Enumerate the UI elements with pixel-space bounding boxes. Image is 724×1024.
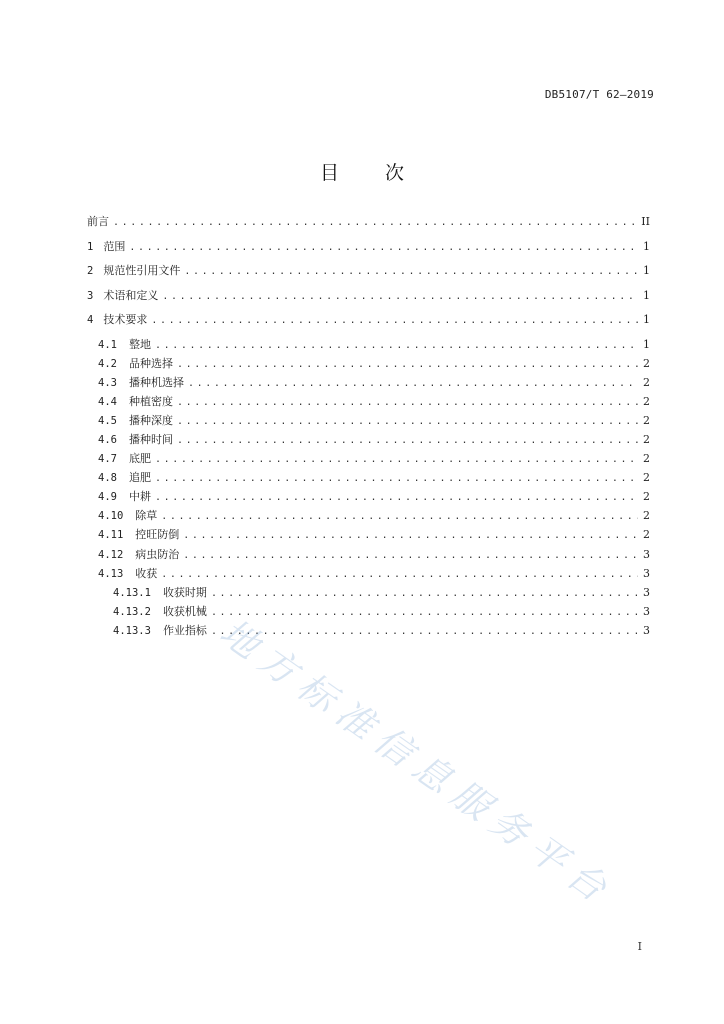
- toc-entry[interactable]: [87, 528, 650, 547]
- toc-entry-number: 4.5: [98, 414, 117, 427]
- toc-entry-label: 追肥: [128, 471, 151, 485]
- toc-dot-leader: [129, 241, 638, 255]
- toc-entry[interactable]: [87, 376, 650, 395]
- toc-entry-label: 除草: [135, 509, 158, 523]
- toc-entry-label: 收获机械: [162, 604, 207, 618]
- toc-dot-leader: [155, 453, 638, 467]
- toc-entry-number: 4.9: [98, 491, 117, 504]
- toc-dot-leader: [161, 510, 638, 524]
- toc-entry-page: 2: [643, 509, 650, 523]
- toc-entry[interactable]: [87, 586, 650, 605]
- toc-entry[interactable]: [87, 215, 650, 240]
- toc-entry-page: 3: [643, 623, 650, 637]
- toc-entry-number: 4: [87, 314, 94, 326]
- toc-dot-leader: [155, 491, 638, 505]
- toc-entry-page: 1: [643, 313, 650, 326]
- toc-entry-page: 2: [643, 413, 650, 427]
- toc-entry[interactable]: [87, 289, 650, 314]
- toc-entry-page: 1: [643, 264, 650, 277]
- toc-entry-label: 播种时间: [128, 432, 173, 446]
- toc-entry-page: 3: [643, 547, 650, 561]
- toc-dot-leader: [151, 314, 638, 328]
- toc-dot-leader: [184, 265, 638, 279]
- toc-entry-page: 2: [643, 528, 650, 542]
- toc-entry[interactable]: [87, 471, 650, 490]
- toc-dot-leader: [188, 377, 638, 391]
- toc-entry-number: 4.6: [98, 433, 117, 446]
- toc-entry-number: 4.13: [98, 567, 124, 580]
- toc-entry-number: 2: [87, 265, 94, 277]
- toc-entry-label: 收获时期: [162, 585, 207, 599]
- toc-entry-label: 播种机选择: [128, 375, 184, 389]
- toc-entry-label: 技术要求: [103, 313, 148, 326]
- toc-entry-page: 2: [643, 394, 650, 408]
- toc-entry-number: 4.13.2: [113, 605, 151, 618]
- toc-entry-label: 作业指标: [162, 623, 207, 637]
- watermark: 地方标准信息服务平台: [212, 610, 622, 916]
- toc-entry[interactable]: [87, 624, 650, 643]
- toc-entry-page: 2: [643, 471, 650, 485]
- toc-entry-page: 2: [643, 490, 650, 504]
- toc-entry[interactable]: [87, 395, 650, 414]
- toc-entry-page: 2: [643, 356, 650, 370]
- toc-entry-label: 病虫防治: [135, 547, 180, 561]
- toc-entry-number: 4.13.1: [113, 586, 151, 599]
- toc-entry-number: 1: [87, 240, 94, 253]
- toc-dot-leader: [183, 549, 638, 563]
- toc-entry-number: 4.2: [98, 357, 117, 370]
- toc-dot-leader: [155, 472, 638, 486]
- toc-entry[interactable]: [87, 490, 650, 509]
- document-code: DB5107/T 62—2019: [544, 88, 654, 101]
- toc-entry-label: 术语和定义: [103, 288, 159, 302]
- toc-dot-leader: [162, 290, 638, 304]
- toc-entry-page: 3: [643, 585, 650, 599]
- toc-entry[interactable]: [87, 548, 650, 567]
- toc-entry-number: 4.7: [98, 453, 117, 466]
- toc-entry[interactable]: [87, 338, 650, 357]
- toc-entry-page: 1: [643, 239, 650, 253]
- toc-entry-page: 3: [643, 604, 650, 618]
- toc-entry[interactable]: [87, 357, 650, 376]
- toc-entry-number: 4.11: [98, 529, 124, 542]
- toc-dot-leader: [177, 358, 638, 372]
- toc-entry-label: 收获: [135, 566, 158, 580]
- toc-entry-label: 中耕: [128, 490, 151, 504]
- toc-entry[interactable]: [87, 264, 650, 289]
- toc-entry-label: 播种深度: [128, 413, 173, 427]
- toc-entry-number: 4.8: [98, 472, 117, 485]
- toc-entry-number: 4.1: [98, 338, 117, 351]
- toc-entry-number: 4.13.3: [113, 624, 151, 637]
- toc-dot-leader: [183, 529, 638, 543]
- toc-entry-label: 整地: [128, 337, 151, 351]
- toc-entry-page: 2: [643, 375, 650, 389]
- toc-dot-leader: [177, 434, 638, 448]
- toc-entry-label: 规范性引用文件: [103, 264, 181, 277]
- toc-entry[interactable]: [87, 509, 650, 528]
- page-number: I: [637, 940, 642, 953]
- toc-entry-page: 3: [643, 566, 650, 580]
- toc-entry[interactable]: [87, 313, 650, 338]
- toc-entry-number: 3: [87, 289, 94, 302]
- toc-entry-number: 4.12: [98, 548, 124, 561]
- toc-entry-number: 4.10: [98, 510, 124, 523]
- toc-entry[interactable]: [87, 605, 650, 624]
- toc-entry-page: 1: [643, 337, 650, 351]
- toc-entry-label: 品种选择: [128, 356, 173, 370]
- toc-dot-leader: [155, 339, 638, 353]
- toc-entry[interactable]: [87, 567, 650, 586]
- toc-entry-page: 2: [643, 432, 650, 446]
- toc-entry-page: 1: [643, 288, 650, 302]
- toc-entry-label: 种植密度: [128, 394, 173, 408]
- toc-entry[interactable]: [87, 414, 650, 433]
- toc-entry-label: 控旺防倒: [135, 528, 180, 542]
- toc-entry[interactable]: [87, 240, 650, 265]
- toc-entry-label: 底肥: [128, 452, 151, 466]
- toc-dot-leader: [211, 587, 638, 601]
- table-of-contents: [87, 215, 650, 643]
- toc-dot-leader: [113, 216, 636, 230]
- toc-entry-page: 2: [643, 452, 650, 466]
- toc-dot-leader: [211, 606, 638, 620]
- toc-dot-leader: [177, 415, 638, 429]
- toc-entry-label: 范围: [103, 239, 126, 253]
- toc-dot-leader: [177, 396, 638, 410]
- toc-entry-number: 4.3: [98, 376, 117, 389]
- toc-entry-label: 前言: [87, 215, 109, 228]
- toc-entry[interactable]: [87, 452, 650, 471]
- toc-entry-page: II: [641, 215, 650, 228]
- toc-dot-leader: [211, 625, 638, 639]
- toc-dot-leader: [161, 568, 638, 582]
- page-title: 目 次: [319, 162, 425, 184]
- toc-entry-number: 4.4: [98, 395, 117, 408]
- toc-entry[interactable]: [87, 433, 650, 452]
